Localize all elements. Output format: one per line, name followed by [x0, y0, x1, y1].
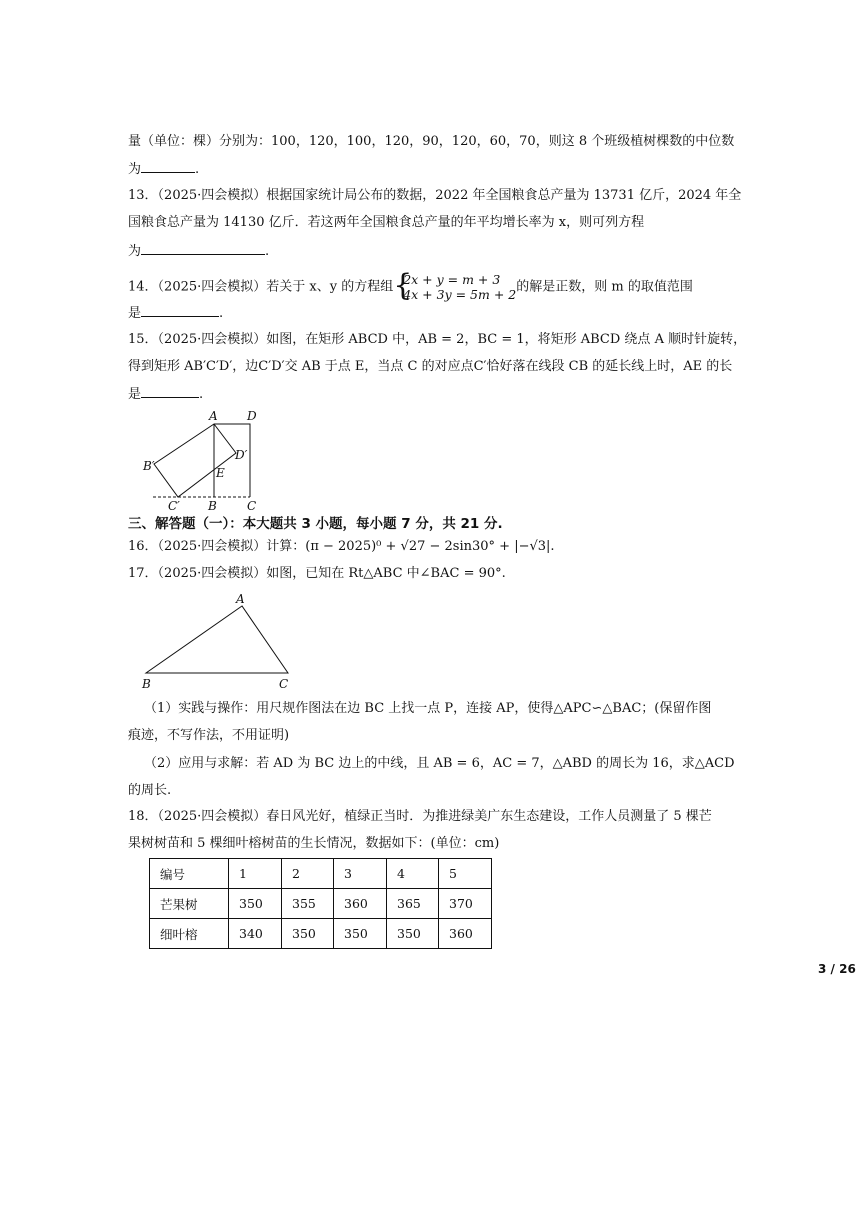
- label-e: E: [216, 466, 225, 480]
- q17-part1-line2: 痕迹，不写作法，不用证明): [128, 728, 290, 743]
- table-cell: 360: [334, 889, 387, 919]
- label-b: B: [142, 677, 151, 691]
- table-cell: 4: [387, 859, 439, 889]
- table-row: [150, 889, 492, 919]
- table-cell: 细叶榕: [150, 919, 229, 949]
- table-cell: 370: [439, 889, 492, 919]
- q15-line2: 得到矩形 AB′C′D′，边C′D′交 AB 于点 E，当点 C 的对应点C′恰好落在线段 CB 的延长线上时，AE 的长: [128, 359, 733, 374]
- q18-line1: 18．（2025·四会模拟）春日风光好，植绿正当时．为推进绿美广东生态建设，工作人员测量了 5 棵芒: [128, 809, 712, 824]
- table-cell: 365: [387, 889, 439, 919]
- table-cell: 355: [282, 889, 334, 919]
- rect-ab1c1d1: [154, 424, 236, 497]
- q17-intro: 17．（2025·四会模拟）如图，已知在 Rt△ABC 中∠BAC = 90°.: [128, 566, 506, 581]
- q13-line1: 13．（2025·四会模拟）根据国家统计局公布的数据，2022 年全国粮食总产量为 13731 亿斤，2024 年全: [128, 188, 742, 203]
- q13-line3: 为 .: [128, 244, 270, 259]
- label-d1: D′: [235, 448, 248, 462]
- q17-part2-line2: 的周长.: [128, 783, 172, 798]
- table-cell: 5: [439, 859, 492, 889]
- label-c: C: [247, 499, 257, 513]
- table-cell: 350: [387, 919, 439, 949]
- q17-part1-line1: （1）实践与操作：用尺规作图法在边 BC 上找一点 P，连接 AP，使得△APC∽△BAC；(保留作图: [144, 701, 712, 716]
- q14-line2: 是 .: [128, 306, 224, 321]
- table-cell: 3: [334, 859, 387, 889]
- label-b1: B′: [143, 459, 155, 473]
- table-row: [150, 919, 492, 949]
- equation-system: { 2x + y = m + 3 4x + 3y = 5m + 2: [393, 268, 517, 303]
- q15-line1: 15．（2025·四会模拟）如图，在矩形 ABCD 中，AB = 2，BC = 1，将矩形 ABCD 绕点 A 顺时针旋转，: [128, 332, 747, 347]
- q15-line3: 是 .: [128, 387, 204, 402]
- growth-table: [149, 858, 492, 949]
- table-header-row: [150, 859, 492, 889]
- q17-part2-line1: （2）应用与求解：若 AD 为 BC 边上的中线，且 AB = 6，AC = 7，△ABD 的周长为 16，求△ACD: [144, 756, 735, 771]
- brace-icon: {: [393, 268, 413, 303]
- table-cell: 芒果树: [150, 889, 229, 919]
- q12-line1: 量（单位：棵）分别为：100，120，100，120，90，120，60，70，则这 8 个班级植树棵数的中位数: [128, 134, 735, 149]
- label-c: C: [279, 677, 289, 691]
- q13-line2: 国粮食总产量为 14130 亿斤．若这两年全国粮食总产量的年平均增长率为 x，则可列方程: [128, 215, 645, 230]
- table-cell: 1: [229, 859, 282, 889]
- label-a: A: [209, 409, 218, 423]
- section-heading: 三、解答题（一）：本大题共 3 小题，每小题 7 分，共 21 分.: [128, 516, 503, 532]
- table-cell: 340: [229, 919, 282, 949]
- q14-line1: 14．（2025·四会模拟）若关于 x、y 的方程组 { 2x + y = m + 3 4x + 3y = 5m + 2 的解是正数，则 m 的取值范围: [128, 268, 693, 303]
- triangle-abc: [146, 606, 288, 673]
- page-number: 3 / 26: [818, 962, 856, 976]
- table-cell: 360: [439, 919, 492, 949]
- label-c1: C′: [168, 499, 180, 513]
- label-b: B: [208, 499, 217, 513]
- table-cell: 350: [229, 889, 282, 919]
- q12-line2: 为 .: [128, 162, 200, 177]
- table-cell: 350: [282, 919, 334, 949]
- q18-line2: 果树树苗和 5 棵细叶榕树苗的生长情况，数据如下：(单位：cm): [128, 836, 500, 851]
- label-d: D: [247, 409, 257, 423]
- table-cell: 350: [334, 919, 387, 949]
- q16-line: 16．（2025·四会模拟）计算：(π − 2025)⁰ + √27 − 2sin30° + |−√3|.: [128, 539, 555, 554]
- label-a: A: [236, 592, 245, 606]
- table-cell: 2: [282, 859, 334, 889]
- table-cell: 编号: [150, 859, 229, 889]
